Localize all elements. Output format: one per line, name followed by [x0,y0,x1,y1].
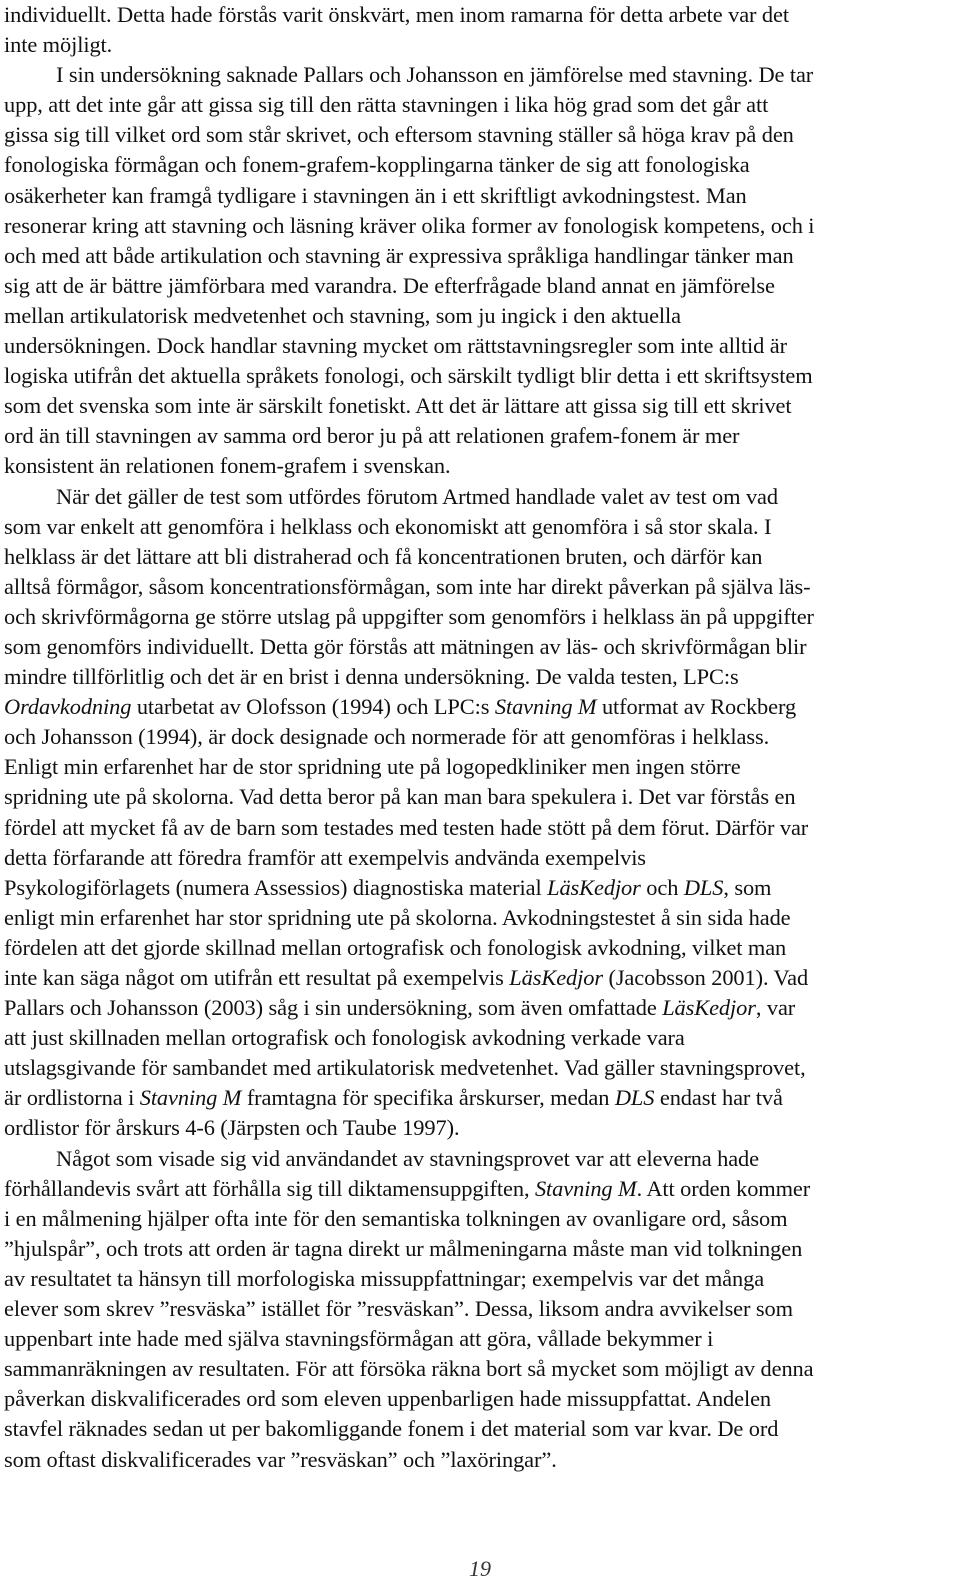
text-run: Enligt min erfarenhet har de stor spridning ute på logopedkliniker men ingen större [4,754,741,780]
text-line [4,421,954,451]
text-run: och [640,874,684,900]
text-line [4,0,954,30]
text-run: som oftast diskvalificerades var ”resväskan” och ”laxöringar”. [4,1446,557,1472]
text-run: elever som skrev ”resväska” istället för ”resväskan”. Dessa, liksom andra avvikelser som [4,1296,793,1322]
text-run: som genomförs individuellt. Detta gör förstås att mätningen av läs- och skrivförmågan blir [4,633,807,659]
text-line [4,1234,954,1264]
text-run: resonerar kring att stavning och läsning kräver olika former av fonologisk kompetens, och i [4,212,815,238]
text-run: helklass är det lättare att bli distraherad och få koncentrationen bruten, och därför kan [4,543,763,569]
text-run: konsistent än relationen fonem-grafem i svenskan. [4,453,451,479]
text-run: och Johansson (1994), är dock designade och normerade för att genomföras i helklass. [4,724,770,750]
text-run: , som [723,874,772,900]
text-line [4,813,954,843]
text-line [4,1324,954,1354]
text-line [4,1384,954,1414]
text-line [4,963,954,993]
text-line [4,120,954,150]
text-run: förhållandevis svårt att förhålla sig till diktamensuppgiften, [4,1175,535,1201]
text-run: I sin undersökning saknade Pallars och Johansson en jämförelse med stavning. De tar [56,62,814,88]
text-run: individuellt. Detta hade förstås varit önskvärt, men inom ramarna för detta arbete var det [4,2,789,27]
text-run: sig att de är bättre jämförbara med varandra. De efterfrågade bland annat en jämförelse [4,272,775,298]
text-line [4,993,954,1023]
text-run: mindre tillförlitlig och det är en brist i denna undersökning. De valda testen, LPC:s [4,664,739,690]
text-run: spridning ute på skolorna. Vad detta beror på kan man bara spekulera i. Det var förstås en [4,784,796,810]
text-line [4,722,954,752]
text-line [4,211,954,241]
italic-text: Stavning M [494,694,597,720]
text-line [4,1113,954,1143]
paragraph [4,0,954,60]
text-run: gissa sig till vilket ord som står skrivet, och eftersom stavning ställer så höga krav på den [4,122,794,148]
text-line [4,1083,954,1113]
text-run: . Att orden kommer [636,1175,811,1201]
text-line [4,1354,954,1384]
text-line [4,361,954,391]
text-run: och skrivförmågorna ge större utslag på uppgifter som genomförs i helklass än på uppgifter [4,603,814,629]
text-run: undersökningen. Dock handlar stavning mycket om rättstavningsregler som inte alltid är [4,333,787,359]
text-run: detta förfarande att föredra framför att exempelvis andvända exempelvis [4,844,646,870]
text-run: mellan artikulatorisk medvetenhet och stavning, som ju ingick i den aktuella [4,302,682,328]
text-run: att just skillnaden mellan ortografisk och fonologisk avkodning verkade vara [4,1025,685,1051]
text-run: Något som visade sig vid användandet av stavningsprovet var att eleverna hade [56,1145,759,1171]
paragraph [4,1144,954,1475]
text-line [4,662,954,692]
text-line [4,301,954,331]
text-run: (Jacobsson 2001). Vad [602,965,809,990]
text-line [4,1204,954,1234]
text-run: framtagna för specifika årskurser, medan [241,1085,615,1111]
text-run: påverkan diskvalificerades ord som eleven uppenbarligen hade missuppfattat. Andelen [4,1386,772,1412]
text-run: När det gäller de test som utfördes förutom Artmed handlade valet av test om vad [56,483,778,509]
text-line [4,632,954,662]
text-run: enligt min erfarenhet har stor spridning ute på skolorna. Avkodningstestet å sin sida hade [4,904,791,930]
text-line [4,241,954,271]
page-number: 19 [469,1556,491,1581]
text-run: upp, att det inte går att gissa sig till den rätta stavningen i lika hög grad som det går att [4,92,769,118]
text-line [4,1264,954,1294]
text-line [4,181,954,211]
text-line [4,1053,954,1083]
text-line [4,843,954,873]
text-line [4,150,954,180]
text-line [4,1414,954,1444]
italic-text: DLS [614,1085,655,1111]
text-run: inte kan säga något om utifrån ett resultat på exempelvis [4,965,510,990]
text-line [4,782,954,812]
text-run: är ordlistorna i [4,1085,140,1111]
text-run: inte möjligt. [4,32,113,58]
text-line [4,752,954,782]
text-run: alltså förmågor, såsom koncentrationsförmågan, som inte har direkt påverkan på själva läs- [4,573,811,599]
text-run: osäkerheter kan framgå tydligare i stavningen än i ett skriftligt avkodningstest. Man [4,182,747,208]
text-line [4,1294,954,1324]
text-line [4,60,954,90]
text-line [4,933,954,963]
text-line [4,30,954,60]
text-run: utformat av Rockberg [596,694,797,720]
text-run: som det svenska som inte är särskilt fonetiskt. Att det är lättare att gissa sig till ett skrivet [4,393,792,419]
paragraph [4,60,954,481]
text-line [4,512,954,542]
text-run: uppenbart inte hade med själva stavningsförmågan att göra, vållade bekymmer i [4,1326,714,1352]
text-run: Pallars och Johansson (2003) såg i sin undersökning, som även omfattade [4,995,663,1021]
text-run: fördel att mycket få av de barn som testades med testen hade stött på dem förut. Därför var [4,814,809,840]
text-run: utarbetat av Olofsson (1994) och LPC:s [131,694,495,720]
text-run: fördelen att det gjorde skillnad mellan ortografisk och fonologisk avkodning, vilket man [4,934,787,960]
text-line [4,1023,954,1053]
text-line [4,602,954,632]
text-run: ordlistor för årskurs 4-6 (Järpsten och Taube 1997). [4,1115,460,1141]
italic-text: Stavning M [534,1175,637,1201]
text-run: av resultatet ta hänsyn till morfologiska missuppfattningar; exempelvis var det många [4,1265,765,1291]
text-run: utslagsgivande för sambandet med artikulatorisk medvetenhet. Vad gäller stavningsprovet, [4,1055,806,1081]
italic-text: Ordavkodning [4,694,132,720]
paragraph [4,482,954,1144]
text-line [4,90,954,120]
text-run: stavfel räknades sedan ut per bakomliggande fonem i det material som var kvar. De ord [4,1416,779,1442]
text-run: , var [755,995,796,1021]
italic-text: Stavning M [139,1085,242,1111]
text-run: ”hjulspår”, och trots att orden är tagna direkt ur målmeningarna måste man vid tolkningen [4,1235,803,1261]
text-line [4,572,954,602]
italic-text: LäsKedjor [662,995,756,1021]
text-line [4,692,954,722]
text-run: ord än till stavningen av samma ord beror ju på att relationen grafem-fonem är mer [4,423,740,449]
text-line [4,391,954,421]
text-line [4,271,954,301]
text-line [4,482,954,512]
text-run: sammanräkningen av resultaten. För att försöka räkna bort så mycket som möjligt av denna [4,1356,814,1382]
text-run: endast har två [654,1085,783,1111]
text-line [4,1144,954,1174]
text-line [4,903,954,933]
italic-text: DLS [683,874,724,900]
text-run: i en målmening hjälper ofta inte för den semantiska tolkningen av ovanligare ord, såsom [4,1205,788,1231]
text-run: som var enkelt att genomföra i helklass och ekonomiskt att genomföra i så stor skala. I [4,513,772,539]
text-line [4,873,954,903]
text-line [4,1174,954,1204]
text-line [4,451,954,481]
text-run: och med att både artikulation och stavning är expressiva språkliga handlingar tänker man [4,242,794,268]
text-line [4,1445,954,1475]
document-body [4,0,954,1475]
text-line [4,331,954,361]
text-run: Psykologiförlagets (numera Assessios) diagnostiska material [4,874,548,900]
italic-text: LäsKedjor [547,874,641,900]
italic-text: LäsKedjor [509,965,603,990]
text-line [4,542,954,572]
text-run: logiska utifrån det aktuella språkets fonologi, och särskilt tydligt blir detta i ett skriftsystem [4,363,813,389]
text-run: fonologiska förmågan och fonem-grafem-kopplingarna tänker de sig att fonologiska [4,152,750,178]
